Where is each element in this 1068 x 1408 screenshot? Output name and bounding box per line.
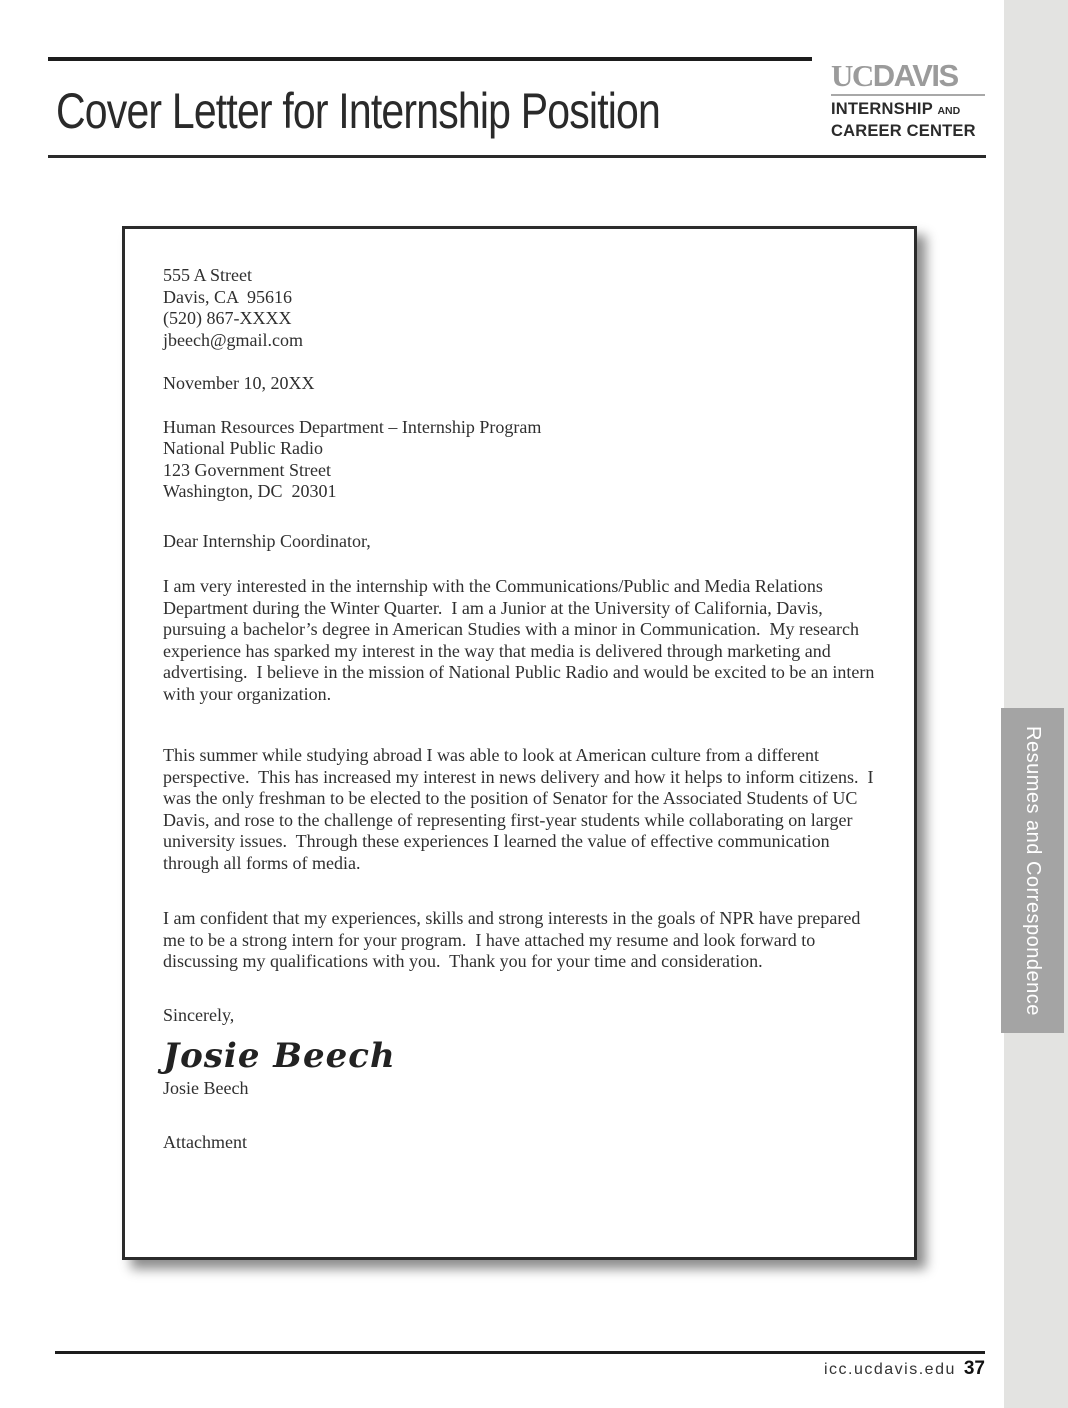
page-number: 37 <box>963 1358 985 1379</box>
ucdavis-logo <box>831 60 987 139</box>
logo-dept-line-1 <box>831 101 987 118</box>
recipient-organization: National Public Radio <box>163 438 323 458</box>
page-title: Cover Letter for Internship Position <box>56 83 661 139</box>
footer-rule <box>55 1351 985 1354</box>
section-tab-label: Resumes and Correspondence <box>1022 725 1044 1016</box>
recipient-city: Washington, DC 20301 <box>163 481 337 501</box>
enclosure-note: Attachment <box>163 1131 247 1152</box>
recipient-department: Human Resources Department – Internship Program <box>163 416 542 437</box>
logo-davis-text: DAVIS <box>872 58 958 93</box>
body-paragraph-3: I am confident that my experiences, skills and strong interests in the goals of NPR have prepared me to be a strong intern for your program. I have attached my resume and look forward to discussing my qualifications with you. Thank you for your time and consideration. <box>163 908 865 971</box>
footer-url: icc.ucdavis.edu <box>823 1361 956 1378</box>
logo-uc-text: UC <box>831 58 873 93</box>
sender-address-block <box>163 265 878 351</box>
header-top-rule <box>48 57 812 61</box>
logo-dept-line-2: CAREER CENTER <box>831 121 976 140</box>
footer <box>824 1358 985 1380</box>
letter-date: November 10, 20XX <box>163 373 315 393</box>
recipient-address-block <box>163 417 878 503</box>
logo-and-text: AND <box>937 105 961 117</box>
section-tab <box>1001 708 1064 1033</box>
sender-city: Davis, CA 95616 <box>163 286 293 307</box>
logo-internship-text: INTERNSHIP <box>831 100 933 118</box>
logo-divider-rule <box>831 94 985 96</box>
header-bottom-rule <box>48 155 986 158</box>
closing: Sincerely, <box>163 1004 235 1025</box>
body-paragraph-1: I am very interested in the internship with the Communications/Public and Media Relations Department during the Winter Quarter. I am a Junior at the University of California, Davis, pursuing a bachelor’s degree in American Studies with a minor in Communication. My research experience has sparked my interest in the way that media is delivered through marketing and advertising. I believe in the mission of National Public Radio and would be excited to be an intern with your organization. <box>163 576 879 704</box>
sender-street: 555 A Street <box>163 265 252 285</box>
handwritten-signature: Josie Beech <box>163 1036 396 1076</box>
typed-signature: Josie Beech <box>163 1078 249 1098</box>
side-strip <box>1004 0 1068 1408</box>
cover-letter-example <box>122 226 917 1260</box>
sender-phone: (520) 867-XXXX <box>163 308 292 328</box>
salutation: Dear Internship Coordinator, <box>163 530 371 551</box>
ucdavis-wordmark <box>831 60 987 91</box>
recipient-street: 123 Government Street <box>163 459 331 480</box>
sender-email: jbeech@gmail.com <box>163 329 304 350</box>
body-paragraph-2: This summer while studying abroad I was able to look at American culture from a different perspective. This has increased my interest in news delivery and how it helps to inform citizens. I was the only freshman to be elected to the position of Senator for the Associated Students of UC Davis, and rose to the challenge of representing first-year students while collaborating on larger university issues. Through these experiences I learned the value of effective communication through all forms of media. <box>163 745 878 873</box>
